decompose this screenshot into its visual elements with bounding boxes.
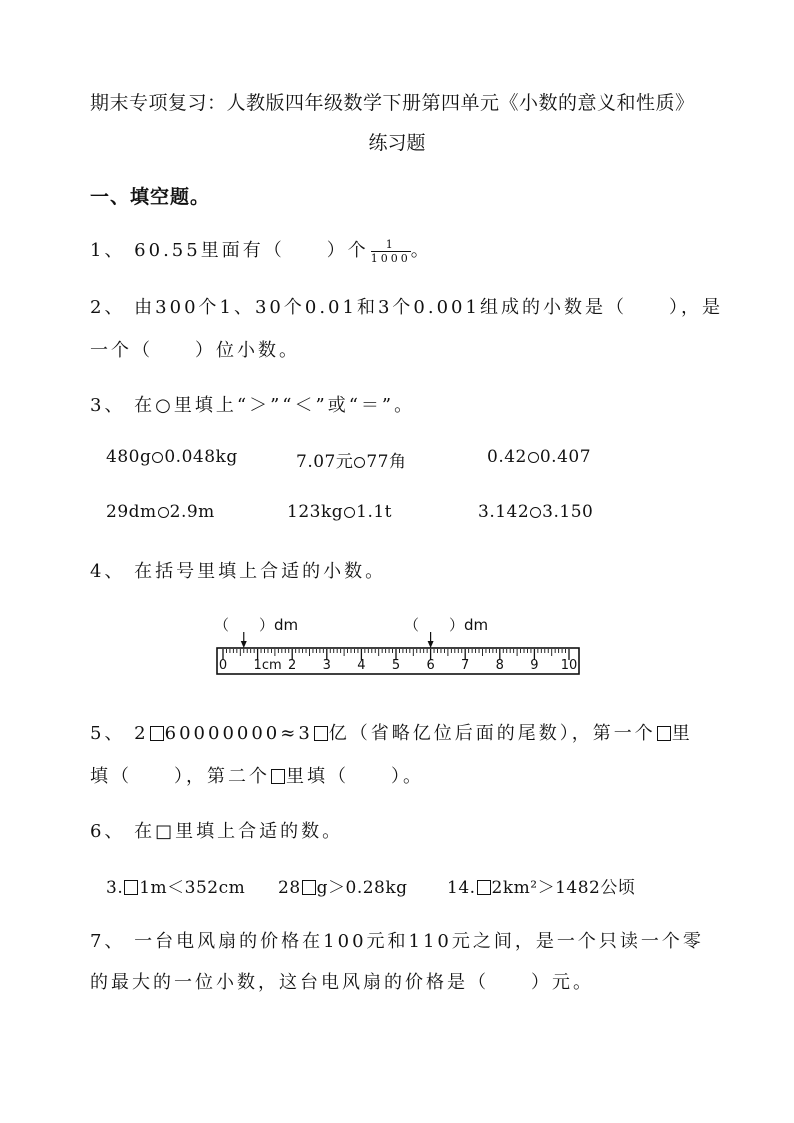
ruler-number: 0	[218, 658, 228, 673]
ruler-number: 9	[530, 658, 539, 673]
fraction-numerator: 1	[371, 238, 411, 252]
question-5-part: 5、 2	[90, 723, 149, 744]
question-5-part: 亿（省略亿位后面的尾数），第一个	[328, 723, 656, 744]
digit-item-2	[278, 873, 408, 898]
digit-item-part: 28	[278, 878, 301, 898]
question-5-part: 里	[671, 723, 693, 744]
compare-left: 123kg	[287, 502, 344, 522]
compare-right: 0.407	[539, 447, 592, 467]
fraction-denominator: 1000	[370, 251, 411, 265]
ruler-number: 8	[495, 658, 504, 673]
ruler-number: 10	[560, 658, 578, 673]
blank-box	[657, 726, 671, 741]
ruler-arrow-head	[241, 641, 247, 648]
blank-box	[271, 769, 285, 784]
compare-circle	[530, 507, 541, 518]
digit-item-part: 3.	[106, 878, 124, 898]
ruler-blank-left: （ ）dm	[214, 616, 299, 634]
compare-circle	[152, 452, 163, 463]
ruler-number: 1cm	[253, 658, 282, 673]
ruler-number: 3	[322, 658, 331, 673]
compare-left: 0.42	[487, 447, 527, 467]
compare-item-1	[106, 447, 238, 467]
question-5-line-1	[90, 719, 693, 745]
compare-left: 7.07元	[296, 452, 354, 472]
title-line-1: 期末专项复习：人教版四年级数学下册第四单元《小数的意义和性质》	[90, 92, 695, 114]
question-2-line-1: 2、 由300个1、30个0.01和3个0.001组成的小数是（ ），是	[90, 297, 723, 318]
question-5-line-2	[90, 762, 424, 788]
question-7-line-1: 7、 一台电风扇的价格在100元和110元之间，是一个只读一个零	[90, 931, 704, 952]
compare-item-4	[106, 502, 215, 522]
blank-box	[124, 880, 138, 895]
compare-item-2	[296, 447, 407, 472]
compare-circle	[158, 507, 169, 518]
blank-box	[477, 880, 491, 895]
ruler-blank-right: （ ）dm	[404, 616, 489, 634]
compare-left: 480g	[106, 447, 152, 467]
section-heading-fill-in: 一、填空题。	[90, 186, 211, 208]
compare-item-6	[478, 502, 593, 522]
blank-box	[314, 726, 328, 741]
ruler-figure	[212, 612, 584, 678]
blank-box	[302, 880, 316, 895]
question-2-line-2: 一个（ ）位小数。	[90, 340, 300, 361]
title-line-2: 练习题	[368, 132, 426, 154]
question-1	[90, 236, 432, 265]
compare-right: 0.048kg	[164, 447, 238, 467]
ruler-number: 2	[288, 658, 297, 673]
fraction-1-over-1000	[371, 238, 411, 265]
question-1-end: 。	[410, 240, 432, 261]
digit-item-1	[106, 873, 245, 898]
ruler-arrows	[241, 632, 434, 648]
digit-item-part: 14.	[447, 878, 476, 898]
blank-box	[150, 726, 164, 741]
question-5-part: 填（ ），第二个	[90, 766, 270, 787]
compare-right: 3.150	[542, 502, 594, 522]
ruler-number: 4	[357, 658, 366, 673]
question-1-text: 1、 60.55里面有（ ）个	[90, 240, 369, 261]
question-3: 3、 在○里填上“＞”“＜”或“＝”。	[90, 395, 416, 416]
compare-item-3	[487, 447, 591, 467]
compare-left: 3.142	[478, 502, 530, 522]
digit-item-3	[447, 873, 635, 898]
compare-circle	[344, 507, 355, 518]
compare-right: 1.1t	[356, 502, 393, 522]
ruler-arrow-head	[428, 641, 434, 648]
question-5-part: 60000000≈3	[164, 723, 313, 744]
digit-item-part: g＞0.28kg	[316, 878, 408, 898]
digit-item-part: 1m＜352cm	[139, 878, 246, 898]
compare-item-5	[287, 502, 392, 522]
compare-circle	[528, 452, 539, 463]
question-5-part: 里填（ ）。	[286, 766, 424, 787]
digit-item-part: 2km²＞1482公顷	[491, 878, 636, 898]
ruler-number: 5	[391, 658, 401, 673]
question-4: 4、 在括号里填上合适的小数。	[90, 561, 387, 582]
compare-circle	[354, 457, 365, 468]
compare-right: 77角	[366, 452, 407, 472]
compare-left: 29dm	[106, 502, 157, 522]
ruler-number: 7	[461, 658, 470, 673]
ruler-number: 6	[426, 658, 435, 673]
question-7-line-2: 的最大的一位小数，这台电风扇的价格是（ ）元。	[90, 972, 594, 993]
question-6: 6、 在□里填上合适的数。	[90, 821, 344, 842]
compare-right: 2.9m	[169, 502, 215, 522]
